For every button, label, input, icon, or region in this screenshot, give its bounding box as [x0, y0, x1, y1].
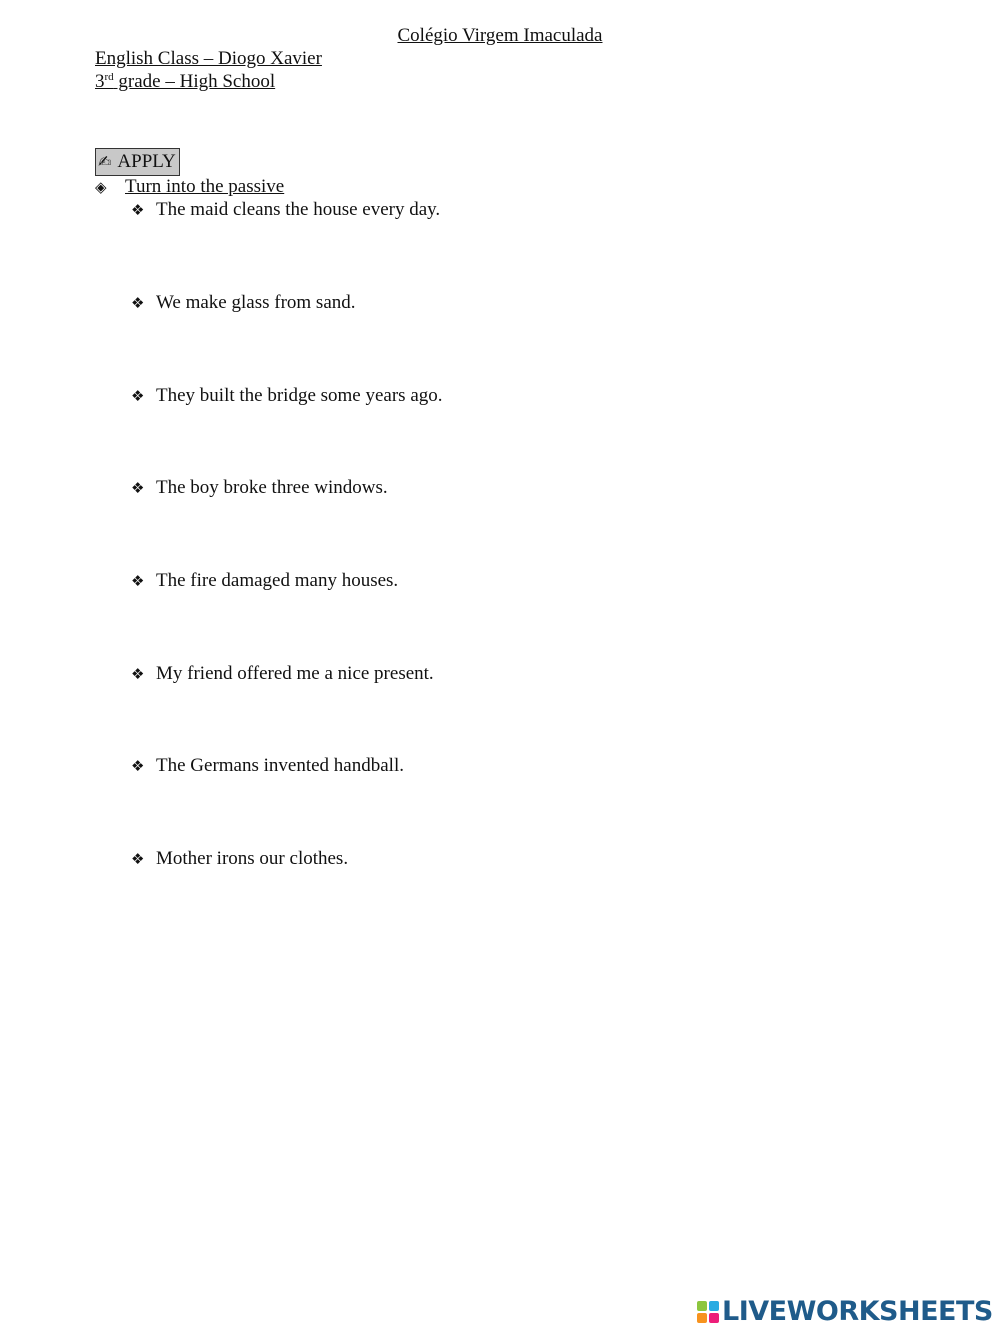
- exercise-item: [131, 754, 404, 778]
- logo-mark-icon: [697, 1301, 719, 1323]
- writing-hand-icon: ✍: [98, 152, 112, 171]
- instruction: [95, 175, 284, 199]
- four-diamond-bullet-icon: ❖: [131, 572, 145, 590]
- four-diamond-bullet-icon: ❖: [131, 850, 145, 868]
- diamond-bullet-icon: ◈: [95, 178, 107, 196]
- apply-label: APPLY: [117, 151, 176, 172]
- four-diamond-bullet-icon: ❖: [131, 387, 145, 405]
- four-diamond-bullet-icon: ❖: [131, 757, 145, 775]
- exercise-sentence: The maid cleans the house every day.: [156, 199, 441, 220]
- grade-line: [95, 70, 275, 94]
- grade-suffix: rd: [104, 71, 114, 83]
- exercise-sentence: We make glass from sand.: [156, 292, 356, 313]
- school-name: Colégio Virgem Imaculada: [397, 25, 603, 46]
- exercise-sentence: Mother irons our clothes.: [156, 848, 349, 869]
- exercise-sentence: The Germans invented handball.: [156, 755, 404, 776]
- four-diamond-bullet-icon: ❖: [131, 294, 145, 312]
- exercise-item: [131, 384, 443, 408]
- instruction-text: Turn into the passive: [125, 176, 285, 197]
- four-diamond-bullet-icon: ❖: [131, 665, 145, 683]
- liveworksheets-logo: [697, 1297, 993, 1327]
- exercise-item: [131, 198, 440, 222]
- exercise-sentence: The boy broke three windows.: [156, 477, 388, 498]
- exercise-sentence: They built the bridge some years ago.: [156, 385, 443, 406]
- logo-square: [697, 1301, 707, 1311]
- grade-number: 3: [95, 71, 105, 92]
- grade-rest: grade – High School: [113, 71, 276, 92]
- exercise-item: [131, 662, 434, 686]
- exercise-sentence: The fire damaged many houses.: [156, 570, 399, 591]
- four-diamond-bullet-icon: ❖: [131, 201, 145, 219]
- logo-square: [709, 1313, 719, 1323]
- logo-square: [697, 1313, 707, 1323]
- exercise-sentence: My friend offered me a nice present.: [156, 663, 434, 684]
- logo-square: [709, 1301, 719, 1311]
- four-diamond-bullet-icon: ❖: [131, 479, 145, 497]
- apply-heading: [95, 148, 180, 176]
- class-teacher-line: English Class – Diogo Xavier: [95, 48, 322, 69]
- exercise-item: [131, 847, 348, 871]
- exercise-item: [131, 291, 356, 315]
- logo-text: LIVEWORKSHEETS: [722, 1296, 993, 1327]
- exercise-item: [131, 476, 388, 500]
- exercise-item: [131, 569, 398, 593]
